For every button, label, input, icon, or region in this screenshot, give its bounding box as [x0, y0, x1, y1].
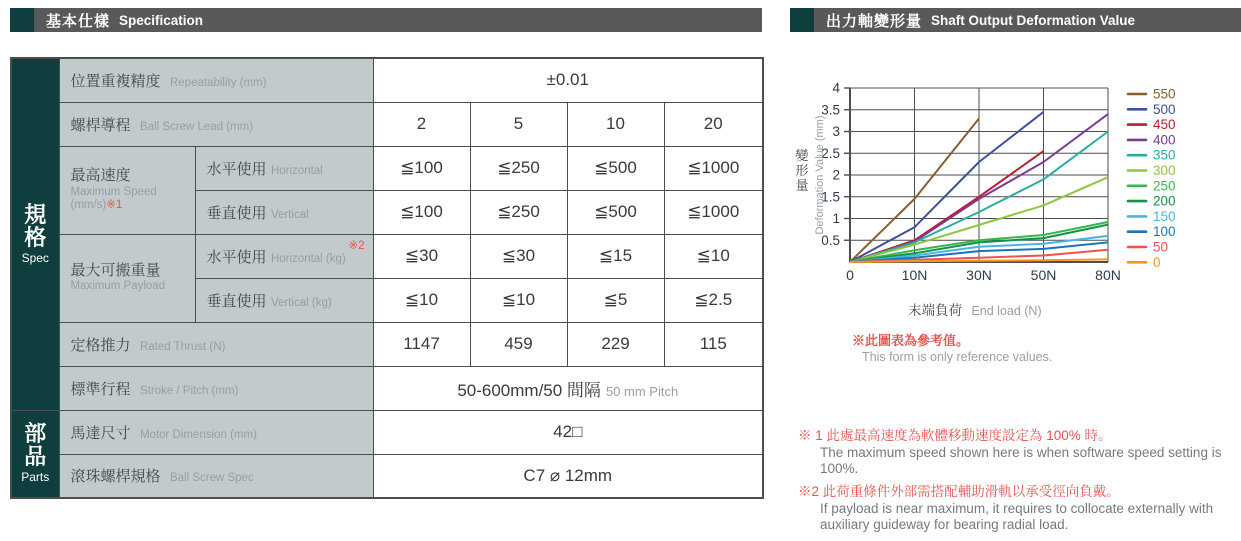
legend-label-100: 100: [1153, 224, 1176, 240]
legend-label-50: 50: [1153, 239, 1169, 255]
value-speed-h: ≦250: [470, 146, 567, 190]
label-zh: 標準行程: [70, 380, 131, 398]
sublabel-payload-horizontal: [195, 234, 373, 278]
label-en: Maximum Payload: [70, 280, 166, 293]
value-thrust: 115: [664, 322, 763, 366]
deformation-line-chart: [790, 78, 1241, 290]
legend-label-200: 200: [1153, 193, 1176, 209]
deformation-chart-area: [790, 78, 1241, 364]
table-row: [11, 102, 763, 146]
value-repeatability: ±0.01: [373, 58, 763, 102]
header-accent-square: [790, 8, 814, 32]
svg-text:10N: 10N: [901, 267, 928, 283]
value-speed-v: ≦1000: [664, 190, 763, 234]
value-thrust: 459: [470, 322, 567, 366]
y-axis-title: [794, 116, 826, 235]
sublabel-payload-vertical: [195, 278, 373, 322]
svg-text:2.5: 2.5: [821, 145, 840, 161]
svg-text:30N: 30N: [966, 267, 992, 283]
label-en: Repeatability (mm): [169, 76, 267, 89]
sidebar-parts-en: Parts: [21, 470, 50, 485]
label-zh: 滾珠螺桿規格: [70, 468, 161, 486]
chart-grid: [844, 88, 1108, 262]
footnotes: [790, 428, 1241, 534]
sublabel-zh: 垂直使用: [206, 204, 267, 222]
sublabel-zh: 水平使用: [206, 160, 267, 178]
spec-table: [10, 57, 764, 499]
value-stroke-sub: 50 mm Pitch: [605, 383, 679, 399]
value-thrust: 1147: [373, 322, 470, 366]
x-tick-labels: [846, 267, 1121, 283]
value-speed-v: ≦100: [373, 190, 470, 234]
legend-label-450: 450: [1153, 117, 1176, 133]
label-stroke: [59, 366, 373, 410]
sidebar-spec-zh: 規格: [24, 201, 47, 250]
svg-text:2: 2: [832, 167, 840, 183]
value-speed-h: ≦100: [373, 146, 470, 190]
value-payload-v: ≦5: [567, 278, 664, 322]
deformation-section: [790, 8, 1241, 541]
label-en: Maximum Speed: [70, 185, 157, 198]
label-motor-dimension: [59, 410, 373, 454]
legend-label-500: 500: [1153, 101, 1176, 117]
svg-text:1.5: 1.5: [821, 189, 840, 205]
svg-text:3.5: 3.5: [821, 102, 840, 118]
svg-text:80N: 80N: [1095, 267, 1121, 283]
label-repeatability: [59, 58, 373, 102]
legend-label-550: 550: [1153, 86, 1176, 102]
sublabel-zh: 水平使用: [206, 248, 267, 266]
svg-text:量: 量: [795, 178, 809, 193]
label-zh: 最高速度: [70, 166, 131, 184]
svg-text:50N: 50N: [1030, 267, 1057, 283]
svg-text:形: 形: [795, 163, 809, 178]
footnote-mark-1: ※1: [106, 199, 123, 212]
svg-text:3: 3: [832, 124, 840, 139]
header-accent-square: [10, 8, 34, 32]
legend-label-350: 350: [1153, 147, 1176, 163]
value-stroke: [373, 366, 763, 410]
value-lead-2: 2: [373, 102, 470, 146]
chart-legend: [1128, 87, 1176, 270]
value-motor-dimension: 42□: [373, 410, 763, 454]
value-payload-v: ≦10: [373, 278, 470, 322]
value-payload-v: ≦2.5: [664, 278, 763, 322]
table-row: [11, 234, 763, 278]
label-zh: 最大可搬重量: [70, 261, 161, 279]
svg-text:4: 4: [832, 80, 840, 96]
x-axis-title: [790, 299, 1241, 320]
section-title-zh: 出力軸變形量: [826, 12, 923, 30]
label-en: Motor Dimension (mm): [139, 428, 257, 441]
value-thrust: 229: [567, 322, 664, 366]
value-stroke-main: 50-600mm/50 間隔: [457, 380, 601, 400]
label-max-speed: [59, 146, 195, 234]
value-speed-h: ≦500: [567, 146, 664, 190]
value-speed-v: ≦500: [567, 190, 664, 234]
label-en: Ball Screw Spec: [169, 472, 254, 485]
value-lead-10: 10: [567, 102, 664, 146]
sublabel-speed-horizontal: [195, 146, 373, 190]
label-zh: 馬達尺寸: [70, 424, 131, 442]
legend-label-300: 300: [1153, 163, 1176, 178]
section-title-zh: 基本仕樣: [46, 12, 111, 30]
value-speed-v: ≦250: [470, 190, 567, 234]
value-lead-20: 20: [664, 102, 763, 146]
deformation-header: [790, 8, 1241, 32]
value-payload-v: ≦10: [470, 278, 567, 322]
sublabel-en: Vertical (kg): [270, 296, 332, 309]
value-payload-h: ≦30: [373, 234, 470, 278]
sublabel-en: Horizontal (kg): [270, 252, 346, 265]
svg-text:1: 1: [832, 211, 840, 226]
value-lead-5: 5: [470, 102, 567, 146]
sublabel-speed-vertical: [195, 190, 373, 234]
label-zh: 定格推力: [70, 336, 131, 354]
svg-text:Deformation Value (mm): Deformation Value (mm): [814, 115, 826, 235]
table-row: [11, 146, 763, 190]
footnote-1-zh: ※ 1 此處最高速度為軟體移動速度設定為 100% 時。: [798, 428, 1112, 443]
sublabel-zh: 垂直使用: [206, 292, 267, 310]
chart-note-zh: ※此圖表為參考值。: [852, 333, 970, 348]
footnote-mark-2: ※2: [348, 239, 365, 252]
value-speed-h: ≦1000: [664, 146, 763, 190]
sidebar-parts-zh: 部品: [24, 421, 47, 470]
legend-label-250: 250: [1153, 178, 1176, 194]
value-ball-screw-spec: C7 ⌀ 12mm: [373, 454, 763, 498]
svg-text:0.5: 0.5: [821, 232, 840, 248]
legend-label-0: 0: [1153, 254, 1161, 270]
x-axis-title-zh: 末端負荷: [908, 303, 962, 318]
label-ball-screw-spec: [59, 454, 373, 498]
table-row: [11, 410, 763, 454]
table-row: [11, 454, 763, 498]
footnote-2-zh: ※2 此荷重條件外部需搭配輔助滑軌以承受徑向負戴。: [798, 484, 1120, 500]
table-row: [11, 366, 763, 410]
legend-label-400: 400: [1153, 132, 1176, 148]
chart-note-en: This form is only reference values.: [862, 350, 1053, 364]
label-max-payload: [59, 234, 195, 322]
label-unit: (mm/s)※1: [70, 199, 123, 212]
specification-header: [10, 8, 762, 32]
x-axis-title-en: End load (N): [971, 304, 1042, 318]
sublabel-en: Vertical: [270, 208, 309, 221]
sublabel-en: Horizontal: [270, 164, 323, 177]
svg-text:0: 0: [846, 267, 854, 283]
label-en: Ball Screw Lead (mm): [139, 120, 254, 133]
label-ball-screw-lead: [59, 102, 373, 146]
table-row: [11, 322, 763, 366]
label-en: Rated Thrust (N): [139, 340, 226, 353]
value-payload-h: ≦15: [567, 234, 664, 278]
value-payload-h: ≦10: [664, 234, 763, 278]
value-payload-h: ≦30: [470, 234, 567, 278]
label-rated-thrust: [59, 322, 373, 366]
footnote-2-en: If payload is near maximum, it requires to collocate externally with auxiliary guideway for bearing radial load.: [820, 501, 1214, 533]
table-row: [11, 58, 763, 102]
sidebar-spec: [11, 58, 59, 410]
sidebar-spec-en: Spec: [21, 250, 49, 265]
section-title-en: Specification: [119, 12, 204, 28]
footnote-1-en: The maximum speed shown here is when software speed setting is 100%.: [820, 444, 1222, 477]
legend-label-150: 150: [1153, 208, 1176, 224]
label-en: Stroke / Pitch (mm): [139, 384, 239, 397]
label-zh: 螺桿導程: [70, 116, 131, 134]
label-zh: 位置重複精度: [70, 72, 161, 90]
svg-text:變: 變: [795, 148, 809, 163]
sidebar-parts: [11, 410, 59, 498]
section-title-en: Shaft Output Deformation Value: [931, 12, 1136, 28]
specification-section: [10, 8, 762, 499]
